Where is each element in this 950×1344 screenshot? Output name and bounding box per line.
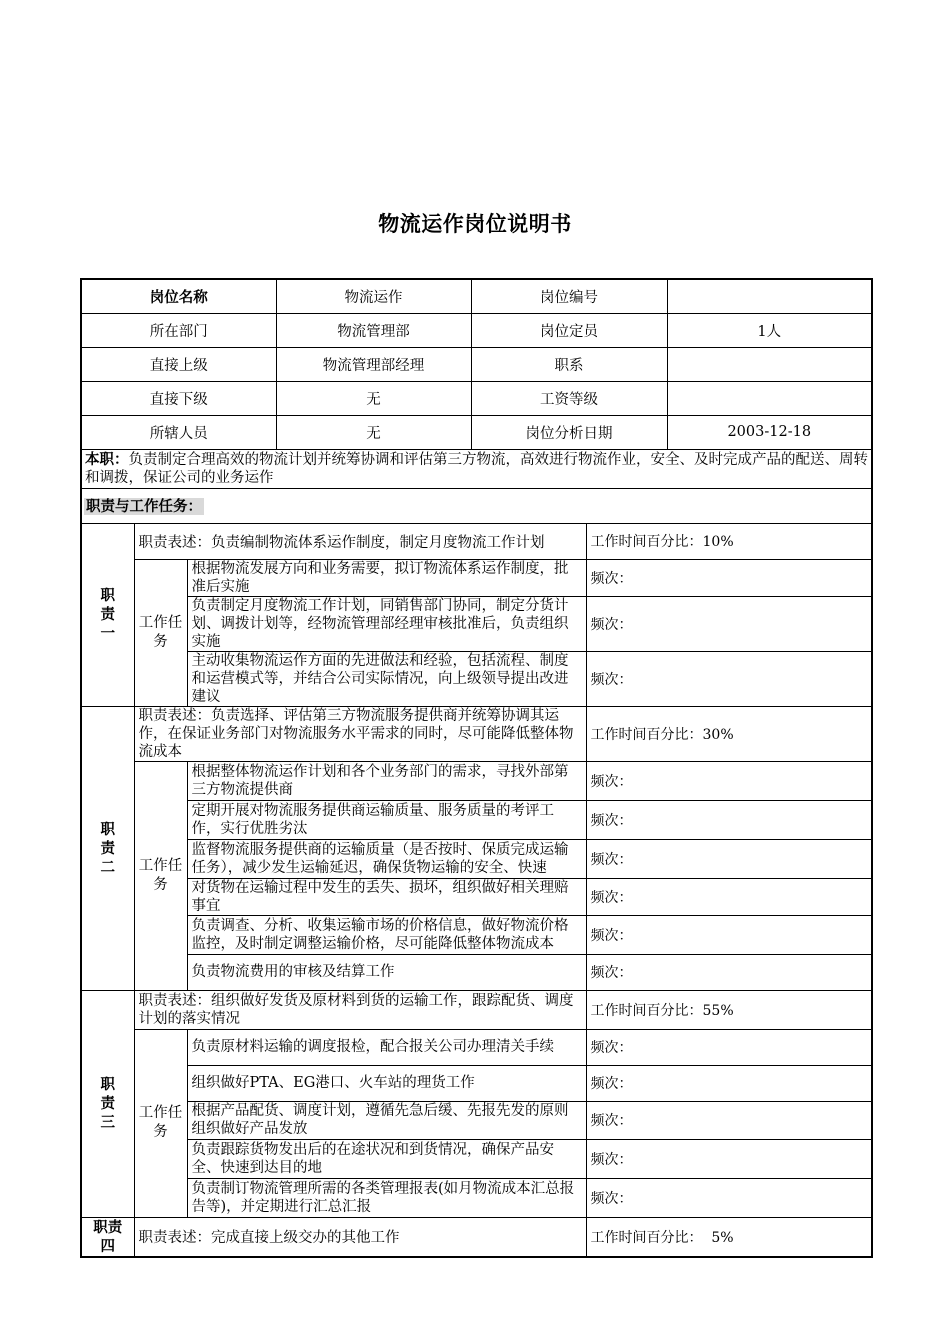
table-row [81, 1178, 872, 1217]
frequency-cell: 频次： [586, 559, 872, 596]
frequency-cell: 频次： [586, 761, 872, 800]
duty-3-time: 工作时间百分比：55% [586, 990, 872, 1029]
duty-2-task: 监督物流服务提供商的运输质量（是否按时、保质完成运输任务），减少发生运输延迟，确保货物运输的安全、快速 [187, 839, 586, 878]
table-row [81, 761, 872, 800]
table-row [81, 1139, 872, 1178]
table-row [81, 279, 872, 313]
table-row [81, 523, 872, 559]
duty-3-task: 根据产品配货、调度计划，遵循先急后缓、先报先发的原则组织做好产品发放 [187, 1101, 586, 1139]
duty-3-statement: 职责表述：组织做好发货及原材料到货的运输工作，跟踪配货、调度计划的落实情况 [134, 990, 586, 1029]
frequency-cell: 频次： [586, 596, 872, 651]
duty-4-statement: 职责表述：完成直接上级交办的其他工作 [134, 1217, 586, 1257]
staff-label: 所辖人员 [81, 415, 276, 449]
duty-2-task: 负责调查、分析、收集运输市场的价格信息，做好物流价格监控，及时制定调整运输价格，尽可能降低整体物流成本 [187, 915, 586, 954]
duty-1-label: 职 责 一 [81, 523, 134, 706]
position-code-value [667, 279, 872, 313]
analysis-date-label: 岗位分析日期 [471, 415, 667, 449]
job-summary-text: 负责制定合理高效的物流计划并统筹协调和评估第三方物流，高效进行物流作业，安全、及时完成产品的配送、周转和调拨，保证公司的业务运作 [85, 451, 868, 486]
subordinate-value: 无 [276, 381, 471, 415]
page-title: 物流运作岗位说明书 [378, 212, 572, 236]
table-row [81, 1065, 872, 1101]
table-row [81, 706, 872, 761]
job-family-label: 职系 [471, 347, 667, 381]
table-row [81, 954, 872, 990]
duty-3-task: 组织做好PTA、EG港口、火车站的理货工作 [187, 1065, 586, 1101]
duty-2-task: 根据整体物流运作计划和各个业务部门的需求，寻找外部第三方物流提供商 [187, 761, 586, 800]
salary-grade-value [667, 381, 872, 415]
duty-3-task: 负责原材料运输的调度报检，配合报关公司办理清关手续 [187, 1029, 586, 1065]
frequency-cell: 频次： [586, 1029, 872, 1065]
table-row [81, 449, 872, 488]
analysis-date-value: 2003-12-18 [667, 415, 872, 449]
duties-heading: 职责与工作任务： [86, 498, 202, 515]
frequency-cell: 频次： [586, 878, 872, 915]
duties-heading-cell [81, 488, 872, 523]
table-row [81, 415, 872, 449]
table-row [81, 1029, 872, 1065]
department-value: 物流管理部 [276, 313, 471, 347]
position-code-label: 岗位编号 [471, 279, 667, 313]
duty-2-task-label: 工作任务 [134, 761, 187, 990]
job-summary [81, 449, 872, 488]
table-row [81, 488, 872, 523]
duty-1-task: 负责制定月度物流工作计划，同销售部门协同，制定分货计划、调拨计划等，经物流管理部经理审核批准后，负责组织实施 [187, 596, 586, 651]
duty-3-label: 职 责 三 [81, 990, 134, 1217]
duty-1-task: 主动收集物流运作方面的先进做法和经验，包括流程、制度和运营模式等，并结合公司实际情况，向上级领导提出改进建议 [187, 651, 586, 706]
duty-2-time: 工作时间百分比：30% [586, 706, 872, 761]
table-row [81, 651, 872, 706]
headcount-label: 岗位定员 [471, 313, 667, 347]
duty-2-task: 对货物在运输过程中发生的丢失、损坏，组织做好相关理赔事宜 [187, 878, 586, 915]
table-row [81, 878, 872, 915]
frequency-cell: 频次： [586, 915, 872, 954]
duty-1-statement: 职责表述：负责编制物流体系运作制度，制定月度物流工作计划 [134, 523, 586, 559]
duty-2-label: 职 责 二 [81, 706, 134, 990]
table-row [81, 596, 872, 651]
duty-2-task: 定期开展对物流服务提供商运输质量、服务质量的考评工作，实行优胜劣汰 [187, 800, 586, 839]
duty-3-task: 负责制订物流管理所需的各类管理报表(如月物流成本汇总报告等)，并定期进行汇总汇报 [187, 1178, 586, 1217]
duty-3-task-label: 工作任务 [134, 1029, 187, 1217]
duty-1-task: 根据物流发展方向和业务需要，拟订物流体系运作制度，批准后实施 [187, 559, 586, 596]
frequency-cell: 频次： [586, 1101, 872, 1139]
headcount-value: 1人 [667, 313, 872, 347]
duty-2-task: 负责物流费用的审核及结算工作 [187, 954, 586, 990]
job-description-table [80, 278, 873, 1258]
table-row [81, 915, 872, 954]
frequency-cell: 频次： [586, 651, 872, 706]
frequency-cell: 频次： [586, 954, 872, 990]
duty-1-task-label: 工作任务 [134, 559, 187, 706]
table-row [81, 800, 872, 839]
subordinate-label: 直接下级 [81, 381, 276, 415]
table-row [81, 1217, 872, 1257]
table-row [81, 990, 872, 1029]
table-row [81, 1101, 872, 1139]
table-row [81, 839, 872, 878]
position-name-value: 物流运作 [276, 279, 471, 313]
staff-value: 无 [276, 415, 471, 449]
frequency-cell: 频次： [586, 800, 872, 839]
job-family-value [667, 347, 872, 381]
duty-4-label: 职责 四 [81, 1217, 134, 1257]
duty-4-time: 工作时间百分比： 5% [586, 1217, 872, 1257]
department-label: 所在部门 [81, 313, 276, 347]
table-row [81, 381, 872, 415]
job-summary-label: 本职： [85, 450, 129, 468]
frequency-cell: 频次： [586, 839, 872, 878]
supervisor-label: 直接上级 [81, 347, 276, 381]
frequency-cell: 频次： [586, 1139, 872, 1178]
table-row [81, 347, 872, 381]
duty-3-task: 负责跟踪货物发出后的在途状况和到货情况，确保产品安全、快速到达目的地 [187, 1139, 586, 1178]
table-row [81, 559, 872, 596]
table-row [81, 313, 872, 347]
supervisor-value: 物流管理部经理 [276, 347, 471, 381]
position-name-label: 岗位名称 [81, 279, 276, 313]
duty-2-statement: 职责表述：负责选择、评估第三方物流服务提供商并统筹协调其运作，在保证业务部门对物流服务水平需求的同时，尽可能降低整体物流成本 [134, 706, 586, 761]
salary-grade-label: 工资等级 [471, 381, 667, 415]
frequency-cell: 频次： [586, 1065, 872, 1101]
frequency-cell: 频次： [586, 1178, 872, 1217]
duty-1-time: 工作时间百分比：10% [586, 523, 872, 559]
